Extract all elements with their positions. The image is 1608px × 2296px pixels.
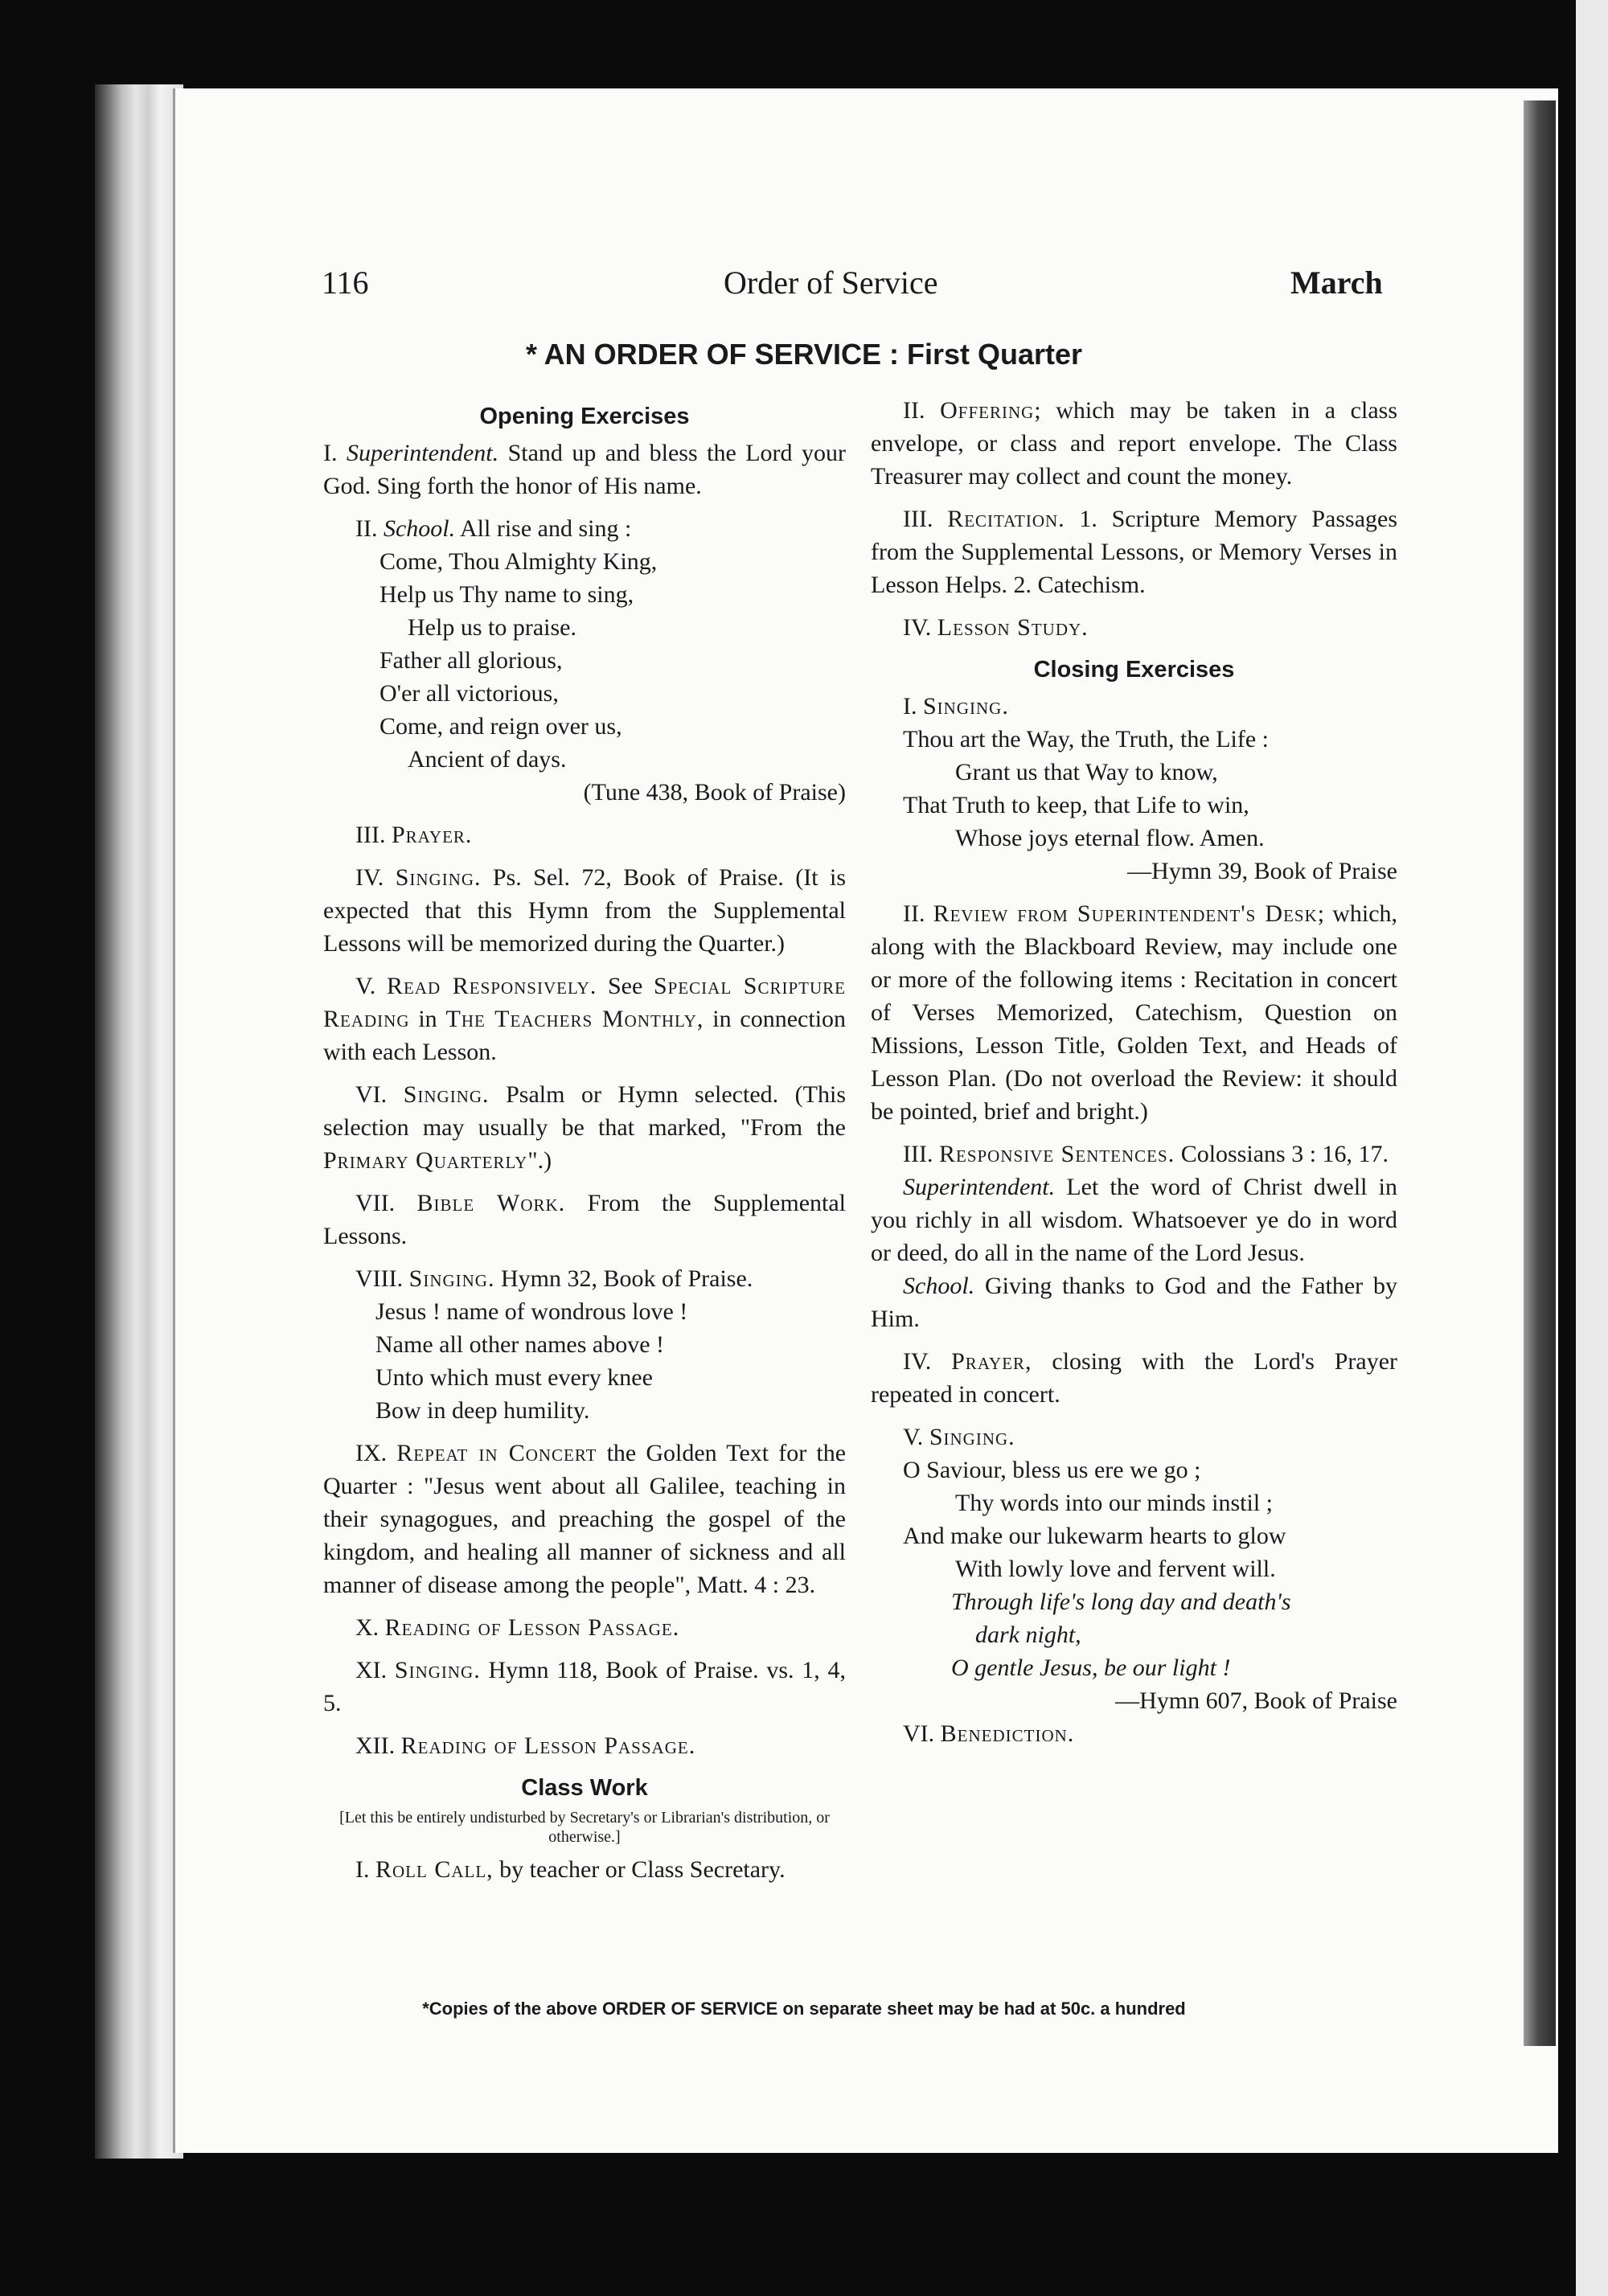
item-label: III. [355,822,386,848]
hymn-line: Father all glorious, [379,647,563,674]
item-heading: Offering [940,397,1035,424]
item-text: closing with the Lord's Prayer repeated in concert. [871,1348,1398,1408]
item-label: I. [903,693,917,720]
hymn-line: And make our lukewarm hearts to glow [903,1523,1286,1549]
item-iii [323,818,846,851]
section-heading-opening: Opening Exercises [479,404,690,429]
item-roll-call [323,1853,846,1886]
hymn-line: Name all other names above ! [375,1331,665,1358]
item-heading: Prayer, [951,1348,1032,1375]
item-i [323,437,846,502]
page-edge-shadow [1524,100,1556,2046]
item-label: IV. [355,864,384,891]
hymn-line: Thou art the Way, the Truth, the Life : [903,726,1270,752]
item-label: I. [323,440,338,466]
book-binding [95,84,183,2159]
item-iv-lesson-study [871,611,1397,644]
item-label: IV. [903,1348,932,1375]
right-column [871,394,1397,1750]
item-label: III. [903,506,933,532]
hymn-line: With lowly love and fervent will. [955,1556,1276,1582]
item-heading: Primary Quarterly [323,1147,528,1174]
hymn-line: Ancient of days. [408,746,567,773]
item-c3 [871,1138,1397,1171]
section-heading-class-work: Class Work [521,1775,648,1801]
hymn-line: Whose joys eternal flow. Amen. [955,825,1265,851]
running-month: March [1290,264,1383,301]
item-text: by teacher or Class Secretary. [499,1856,786,1883]
hymn-line: Come, and reign over us, [379,713,622,740]
section-heading-closing: Closing Exercises [1033,657,1235,683]
item-text: Hymn 118, Book of Praise. vs. 1, 4, 5. [323,1657,846,1716]
role-label: Superintendent. [346,440,499,466]
item-label: V. [903,1424,924,1450]
hymn-line: Help us to praise. [408,614,576,641]
role-label: School. [903,1273,975,1299]
hymn-line: Grant us that Way to know, [955,759,1218,785]
item-heading: Bible Work. [416,1190,566,1216]
item-text: Let the word of Christ dwell in you richly in all wisdom. Whatsoever ye do in word or deed, do all in the name of the Lord Jesus. [871,1174,1398,1266]
item-heading: Singing. [395,864,482,891]
item-heading: The Teachers Monthly, [445,1006,704,1032]
item-vi [323,1078,846,1177]
item-text: See [608,973,643,999]
item-viii [323,1262,846,1295]
item-heading: Singing. [923,693,1009,720]
item-c4 [871,1345,1397,1411]
hymn-line: Thy words into our minds instil ; [955,1490,1274,1516]
hymn-line: Unto which must every knee [375,1364,653,1391]
role-label: Superintendent. [903,1174,1056,1200]
hymn-line: dark night, [975,1622,1081,1648]
item-iii-recitation [871,502,1397,601]
item-c2 [871,897,1397,1128]
hymn-source: —Hymn 607, Book of Praise [1115,1687,1397,1714]
item-xi [323,1654,846,1720]
item-label: VIII. [355,1265,404,1292]
item-heading: Lesson Study. [937,614,1089,641]
item-ii-offering [871,394,1397,493]
item-text: Psalm or Hymn selected. (This selection may usually be that marked, "From the [323,1081,847,1141]
item-iv [323,861,846,960]
item-heading: Prayer. [391,822,473,848]
item-heading: Reading of Lesson Passage. [400,1732,696,1759]
item-label: VII. [355,1190,396,1216]
item-text: in [418,1006,437,1032]
item-c5 [871,1421,1397,1453]
item-text: Giving thanks to God and the Father by Him. [871,1273,1397,1332]
item-text: ; which, along with the Blackboard Review, may include one or more of the following items : Recitation in concert of Verses Memorized, Catechism, Question on Missions, Lesson Title, Golden Text, and Heads of Lesson Plan. (Do not overload the Review: it should be pointed, brief and bright.) [871,900,1398,1125]
school-sentence [871,1269,1397,1335]
hymn-line: Bow in deep humility. [375,1397,590,1424]
item-label: X. [355,1614,379,1641]
hymn-line: O Saviour, bless us ere we go ; [903,1457,1201,1483]
hymn-line: O'er all victorious, [379,680,559,707]
item-ii [323,512,846,545]
hymn-line: Jesus ! name of wondrous love ! [375,1298,688,1325]
item-heading: Benediction. [940,1720,1075,1747]
left-column [323,394,846,1886]
item-text: Stand up and bless the Lord your God. Sing forth the honor of His name. [323,440,846,499]
item-c1 [871,690,1397,723]
item-label: II. [903,397,925,424]
item-label: VI. [355,1081,388,1108]
footnote: *Copies of the above ORDER OF SERVICE on separate sheet may be had at 50c. a hundred [422,1999,1186,2019]
item-label: V. [355,973,376,999]
hymn-line: O gentle Jesus, be our light ! [951,1654,1231,1681]
item-label: II. [903,900,925,927]
item-label: IV. [903,614,932,641]
item-c6 [871,1717,1397,1750]
running-title: Order of Service [724,264,938,301]
page-title: * AN ORDER OF SERVICE : First Quarter [525,338,1083,371]
item-text: ".) [527,1147,552,1174]
item-heading: Singing. [394,1657,481,1683]
page-number: 116 [322,264,369,301]
item-heading: Singing. [403,1081,490,1108]
item-text: ; which may be taken in a class envelope, or class and report envelope. The Class Treasurer may collect and count the money. [871,397,1397,490]
item-heading: Responsive Sentences. [938,1141,1175,1167]
hymn-source: (Tune 438, Book of Praise) [583,779,846,806]
hymn-line: Through life's long day and death's [951,1589,1291,1615]
item-x [323,1611,846,1644]
item-heading: Recitation. [947,506,1065,532]
hymn-line: Help us Thy name to sing, [379,581,634,608]
item-ix [323,1437,846,1601]
item-text: Colossians 3 : 16, 17. [1180,1141,1389,1167]
item-label: XI. [355,1657,388,1683]
item-heading: Singing. [929,1424,1015,1450]
item-v [323,970,846,1068]
hymn-line: That Truth to keep, that Life to win, [903,792,1249,818]
item-vii [323,1187,846,1253]
hymn-source: —Hymn 39, Book of Praise [1127,858,1397,884]
class-work-note: [Let this be entirely undisturbed by Secretary's or Librarian's distribution, or otherwise.] [339,1809,830,1846]
item-heading: Special Scripture Reading [323,973,846,1032]
item-label: III. [903,1141,933,1167]
hymn-line: Come, Thou Almighty King, [379,548,658,575]
item-label: II. [355,515,378,542]
item-text: Hymn 32, Book of Praise. [500,1265,753,1292]
item-label: IX. [355,1440,388,1466]
role-label: School. [383,515,456,542]
item-text: the Golden Text for the Quarter : "Jesus went about all Galilee, teaching in their synagogues, and preaching the gospel of the kingdom, and healing all manner of sickness and all manner of disease among the people", Matt. 4 : 23. [323,1440,847,1598]
item-heading: Review from Superintendent's Desk [933,900,1318,927]
item-label: VI. [903,1720,935,1747]
item-heading: Singing. [408,1265,495,1292]
item-label: XII. [355,1732,396,1759]
item-label: I. [355,1856,370,1883]
item-heading: Repeat in Concert [396,1440,597,1466]
item-xii [323,1729,846,1762]
superintendent-sentence [871,1171,1397,1269]
item-text: 1. Scripture Memory Passages from the Supplemental Lessons, or Memory Verses in Lesson Helps. 2. Catechism. [871,506,1397,598]
item-heading: Read Responsively. [386,973,597,999]
item-text: Ps. Sel. 72, Book of Praise. (It is expected that this Hymn from the Supplemental Lessons will be memorized during the Quarter.) [323,864,846,957]
item-text: in connection with each Lesson. [323,1006,847,1065]
item-heading: Reading of Lesson Passage. [384,1614,680,1641]
item-text: All rise and sing : [460,515,632,542]
item-text: From the Supplemental Lessons. [323,1190,847,1249]
item-heading: Roll Call, [375,1856,494,1883]
